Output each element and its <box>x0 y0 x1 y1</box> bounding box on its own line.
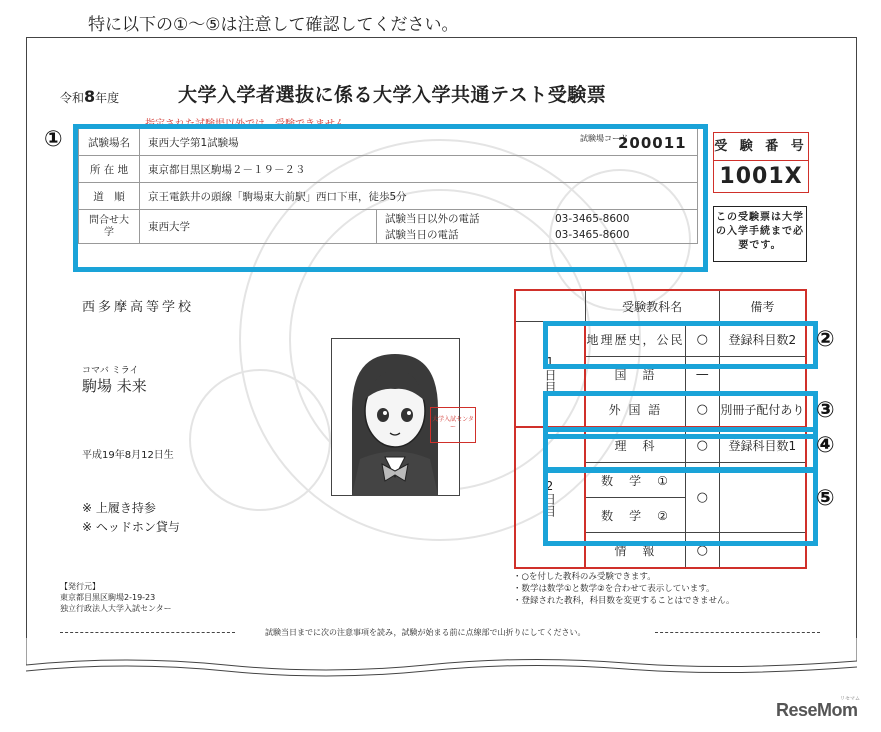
exam-number-label: 受 験 番 号 <box>713 132 809 161</box>
marker-2: ② <box>816 327 835 352</box>
note-shoes: ※ 上履き持参 <box>82 501 156 515</box>
publisher <box>60 581 172 614</box>
footnote: ・数学は数学①と数学②を合わせて表示しています。 <box>513 584 715 594</box>
era-year: 令和8年度 <box>60 87 120 106</box>
name-kana: コマバ ミライ <box>82 366 139 376</box>
subject-name: 地理歴史，公民 <box>585 322 685 357</box>
phone-other-label: 試験当日以外の電話 <box>385 212 480 225</box>
subject-name: 数 学 ① <box>585 463 685 498</box>
examinee-name: 駒場 未来 <box>82 377 147 395</box>
exam-number: 1001X <box>713 160 809 193</box>
day-2-label: 2日目 <box>515 427 585 568</box>
subjects-header: 受験教科名 <box>585 290 719 322</box>
subjects-header-row <box>515 290 806 322</box>
marker-1: ① <box>44 127 63 152</box>
footnote: ・登録された教科，科目数を変更することはできません。 <box>513 596 735 606</box>
subject-remark: 登録科目数2 <box>719 322 806 357</box>
torn-edge <box>26 637 857 682</box>
address-value: 東京都目黒区駒場２－１９－２３ <box>140 156 698 183</box>
publisher-label: 【発行元】 <box>60 582 100 591</box>
marker-5: ⑤ <box>816 486 835 511</box>
marker-3: ③ <box>816 398 835 423</box>
route-label: 道 順 <box>79 183 140 210</box>
resemom-logo: ReseMom <box>776 700 858 720</box>
school-name: 西多摩高等学校 <box>82 300 195 315</box>
contact-value: 東西大学 <box>140 210 377 244</box>
phone-day: 03-3465-8600 <box>555 228 630 241</box>
subject-footnotes <box>513 571 735 607</box>
publisher-address: 東京都目黒区駒場2-19-23 <box>60 593 156 602</box>
remarks-header: 備考 <box>719 290 806 322</box>
subject-name: 理 科 <box>585 427 685 463</box>
exam-code: 200011 <box>618 134 687 152</box>
footnote: ・○を付した教科のみ受験できます。 <box>513 572 656 582</box>
phone-day-label: 試験当日の電話 <box>385 228 459 241</box>
venue-value: 東西大学第1試験場 試験場コード 200011 <box>140 129 698 156</box>
subject-remark: 別冊子配付あり <box>719 392 806 428</box>
day-1-label: 1日目 <box>515 322 585 428</box>
subject-name: 情 報 <box>585 533 685 569</box>
subject-mark: — <box>685 357 719 392</box>
subject-name: 数 学 ② <box>585 498 685 533</box>
address-label: 所 在 地 <box>79 156 140 183</box>
subject-mark: ○ <box>685 463 719 533</box>
phone-other: 03-3465-8600 <box>555 212 630 225</box>
fold-dashes-right <box>655 632 820 633</box>
keep-notice: この受験票は大学の入学手続まで必要です。 <box>713 206 807 262</box>
subject-mark: ○ <box>685 322 719 357</box>
center-stamp: 大学入試センター <box>430 407 476 443</box>
publisher-name: 独立行政法人大学入試センター <box>60 604 172 613</box>
fold-instruction: 試験当日までに次の注意事項を読み，試験が始まる前に点線部で山折りにしてください。 <box>265 628 586 637</box>
header-blank <box>515 290 585 322</box>
route-value: 京王電鉄井の頭線「駒場東大前駅」西口下車，徒歩5分 <box>140 183 698 210</box>
page-heading: 特に以下の①〜⑤は注意して確認してください。 <box>88 15 459 35</box>
marker-4: ④ <box>816 433 835 458</box>
venue-label: 試験場名 <box>79 129 140 156</box>
subject-name: 外 国 語 <box>585 392 685 428</box>
contact-label: 問合せ大 学 <box>79 210 140 244</box>
birth-date: 平成19年8月12日生 <box>82 450 174 461</box>
subject-mark: ○ <box>685 533 719 569</box>
fold-dashes-left <box>60 632 235 633</box>
venue-notice: 指定された試験場以外では，受験できません。 <box>145 119 356 130</box>
resemom-logo-kana: リセマム <box>840 696 860 702</box>
ticket-title: 大学入学者選抜に係る大学入学共通テスト受験票 <box>178 84 607 106</box>
highlight-box-5 <box>543 468 818 546</box>
highlight-box-2 <box>543 321 818 369</box>
subject-remark: 登録科目数1 <box>719 427 806 463</box>
exam-code-label: 試験場コード <box>580 134 628 143</box>
subject-mark: ○ <box>685 427 719 463</box>
note-headphones: ※ ヘッドホン貸与 <box>82 520 180 534</box>
highlight-box-4 <box>543 427 818 472</box>
subject-mark: ○ <box>685 392 719 428</box>
highlight-box-1 <box>73 124 708 272</box>
subject-name: 国 語 <box>585 357 685 392</box>
